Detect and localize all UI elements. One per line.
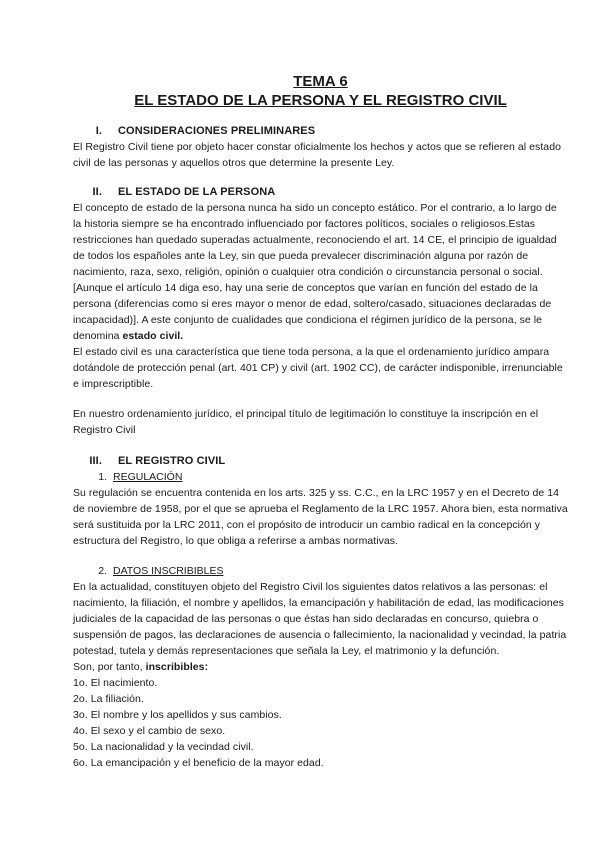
section-title: EL REGISTRO CIVIL bbox=[118, 455, 226, 467]
paragraph bbox=[73, 280, 568, 344]
section-number: III. bbox=[89, 455, 102, 467]
bold-term: inscribibles: bbox=[145, 661, 209, 673]
bold-term: estado civil. bbox=[122, 330, 184, 342]
list-item: 2o. La filiación. bbox=[73, 693, 144, 705]
subsection-number: 2. bbox=[98, 565, 107, 577]
list-item: 3o. El nombre y los apellidos y sus cambios. bbox=[73, 709, 282, 721]
subsection-number: 1. bbox=[98, 471, 107, 483]
paragraph: El Registro Civil tiene por objeto hacer constar oficialmente los hechos y actos que se refieren al estado civil de las personas y aquellos otros que determine la presente Ley. bbox=[73, 141, 561, 169]
paragraph-text: Son, por tanto, bbox=[73, 661, 146, 673]
section-heading-1 bbox=[73, 124, 568, 139]
paragraph: El concepto de estado de la persona nunca ha sido un concepto estático. Por el contrario, a lo largo de la historia siempre se ha encontrado influenciado por factores políticos, sociales o religiosos.Estas restricciones han quedado superadas actualmente, reconociendo el art. 14 CE, el principio de igualdad de todos los españoles ante la Ley, sin que pueda prevalecer discriminación alguna por razón de nacimiento, raza, sexo, religión, opinión o cualquier otra condición o circunstancia personal o social. bbox=[73, 202, 557, 278]
section-number: II. bbox=[92, 186, 102, 198]
subsection-heading-1 bbox=[73, 469, 568, 485]
paragraph: En la actualidad, constituyen objeto del Registro Civil los siguientes datos relativos a las personas: el nacimiento, la filiación, el nombre y apellidos, la emancipación y habilitación de edad, las modificaciones judiciales de la capacidad de las personas o que éstas han sido declaradas en concurso, quiebra o suspensión de pagos, las declaraciones de ausencia o fallecimiento, la nacionalidad y vecindad, la patria potestad, tutela y demás representaciones que señala la Ley, el matrimonio y la defunción. bbox=[73, 581, 567, 657]
paragraph: En nuestro ordenamiento jurídico, el principal título de legitimación lo constituye la inscripción en el Registro Civil bbox=[73, 408, 539, 436]
paragraph: Su regulación se encuentra contenida en los arts. 325 y ss. C.C., en la LRC 1957 y en el Decreto de 14 de noviembre de 1958, por el que se aprueba el Reglamento de la LRC 1957. Ahora bien, esta normativa será sustituida por la LRC 2011, con el propósito de introducir un cambio radical en la concepción y estructura del Registro, lo que obliga a referirse a ambas normativas. bbox=[73, 487, 568, 547]
section-number: I. bbox=[95, 125, 102, 137]
list-item: 1o. El nacimiento. bbox=[73, 677, 158, 689]
subsection-heading-2 bbox=[73, 563, 568, 579]
list-item: 6o. La emancipación y el beneficio de la mayor edad. bbox=[73, 757, 324, 769]
subsection-title: REGULACIÓN bbox=[113, 471, 183, 483]
section-heading-2 bbox=[73, 185, 568, 200]
list-item: 4o. El sexo y el cambio de sexo. bbox=[73, 725, 226, 737]
subsection-title: DATOS INSCRIBIBLES bbox=[113, 565, 224, 577]
paragraph-text: [Aunque el artículo 14 diga eso, hay una serie de conceptos que varían en función del estado de la persona (diferencias como si eres mayor o menor de edad, soltero/casado, situaciones declaradas de incapacidad)]. A este conjunto de cualidades que condiciona el régimen jurídico de la persona, se le denomina bbox=[73, 282, 552, 342]
document-title: EL ESTADO DE LA PERSONA Y EL REGISTRO CIVIL bbox=[134, 92, 507, 109]
section-heading-3 bbox=[73, 454, 568, 469]
paragraph: El estado civil es una característica que tiene toda persona, a la que el ordenamiento jurídico ampara dotándole de protección penal (art. 401 CP) y civil (art. 1902 CC), de carácter indisponible, irrenunciable e imprescriptible. bbox=[73, 346, 563, 390]
paragraph bbox=[73, 659, 568, 675]
list-item: 5o. La nacionalidad y la vecindad civil. bbox=[73, 741, 254, 753]
section-title: EL ESTADO DE LA PERSONA bbox=[118, 186, 276, 198]
document-title-topic: TEMA 6 bbox=[293, 73, 348, 90]
section-title: CONSIDERACIONES PRELIMINARES bbox=[118, 125, 316, 137]
